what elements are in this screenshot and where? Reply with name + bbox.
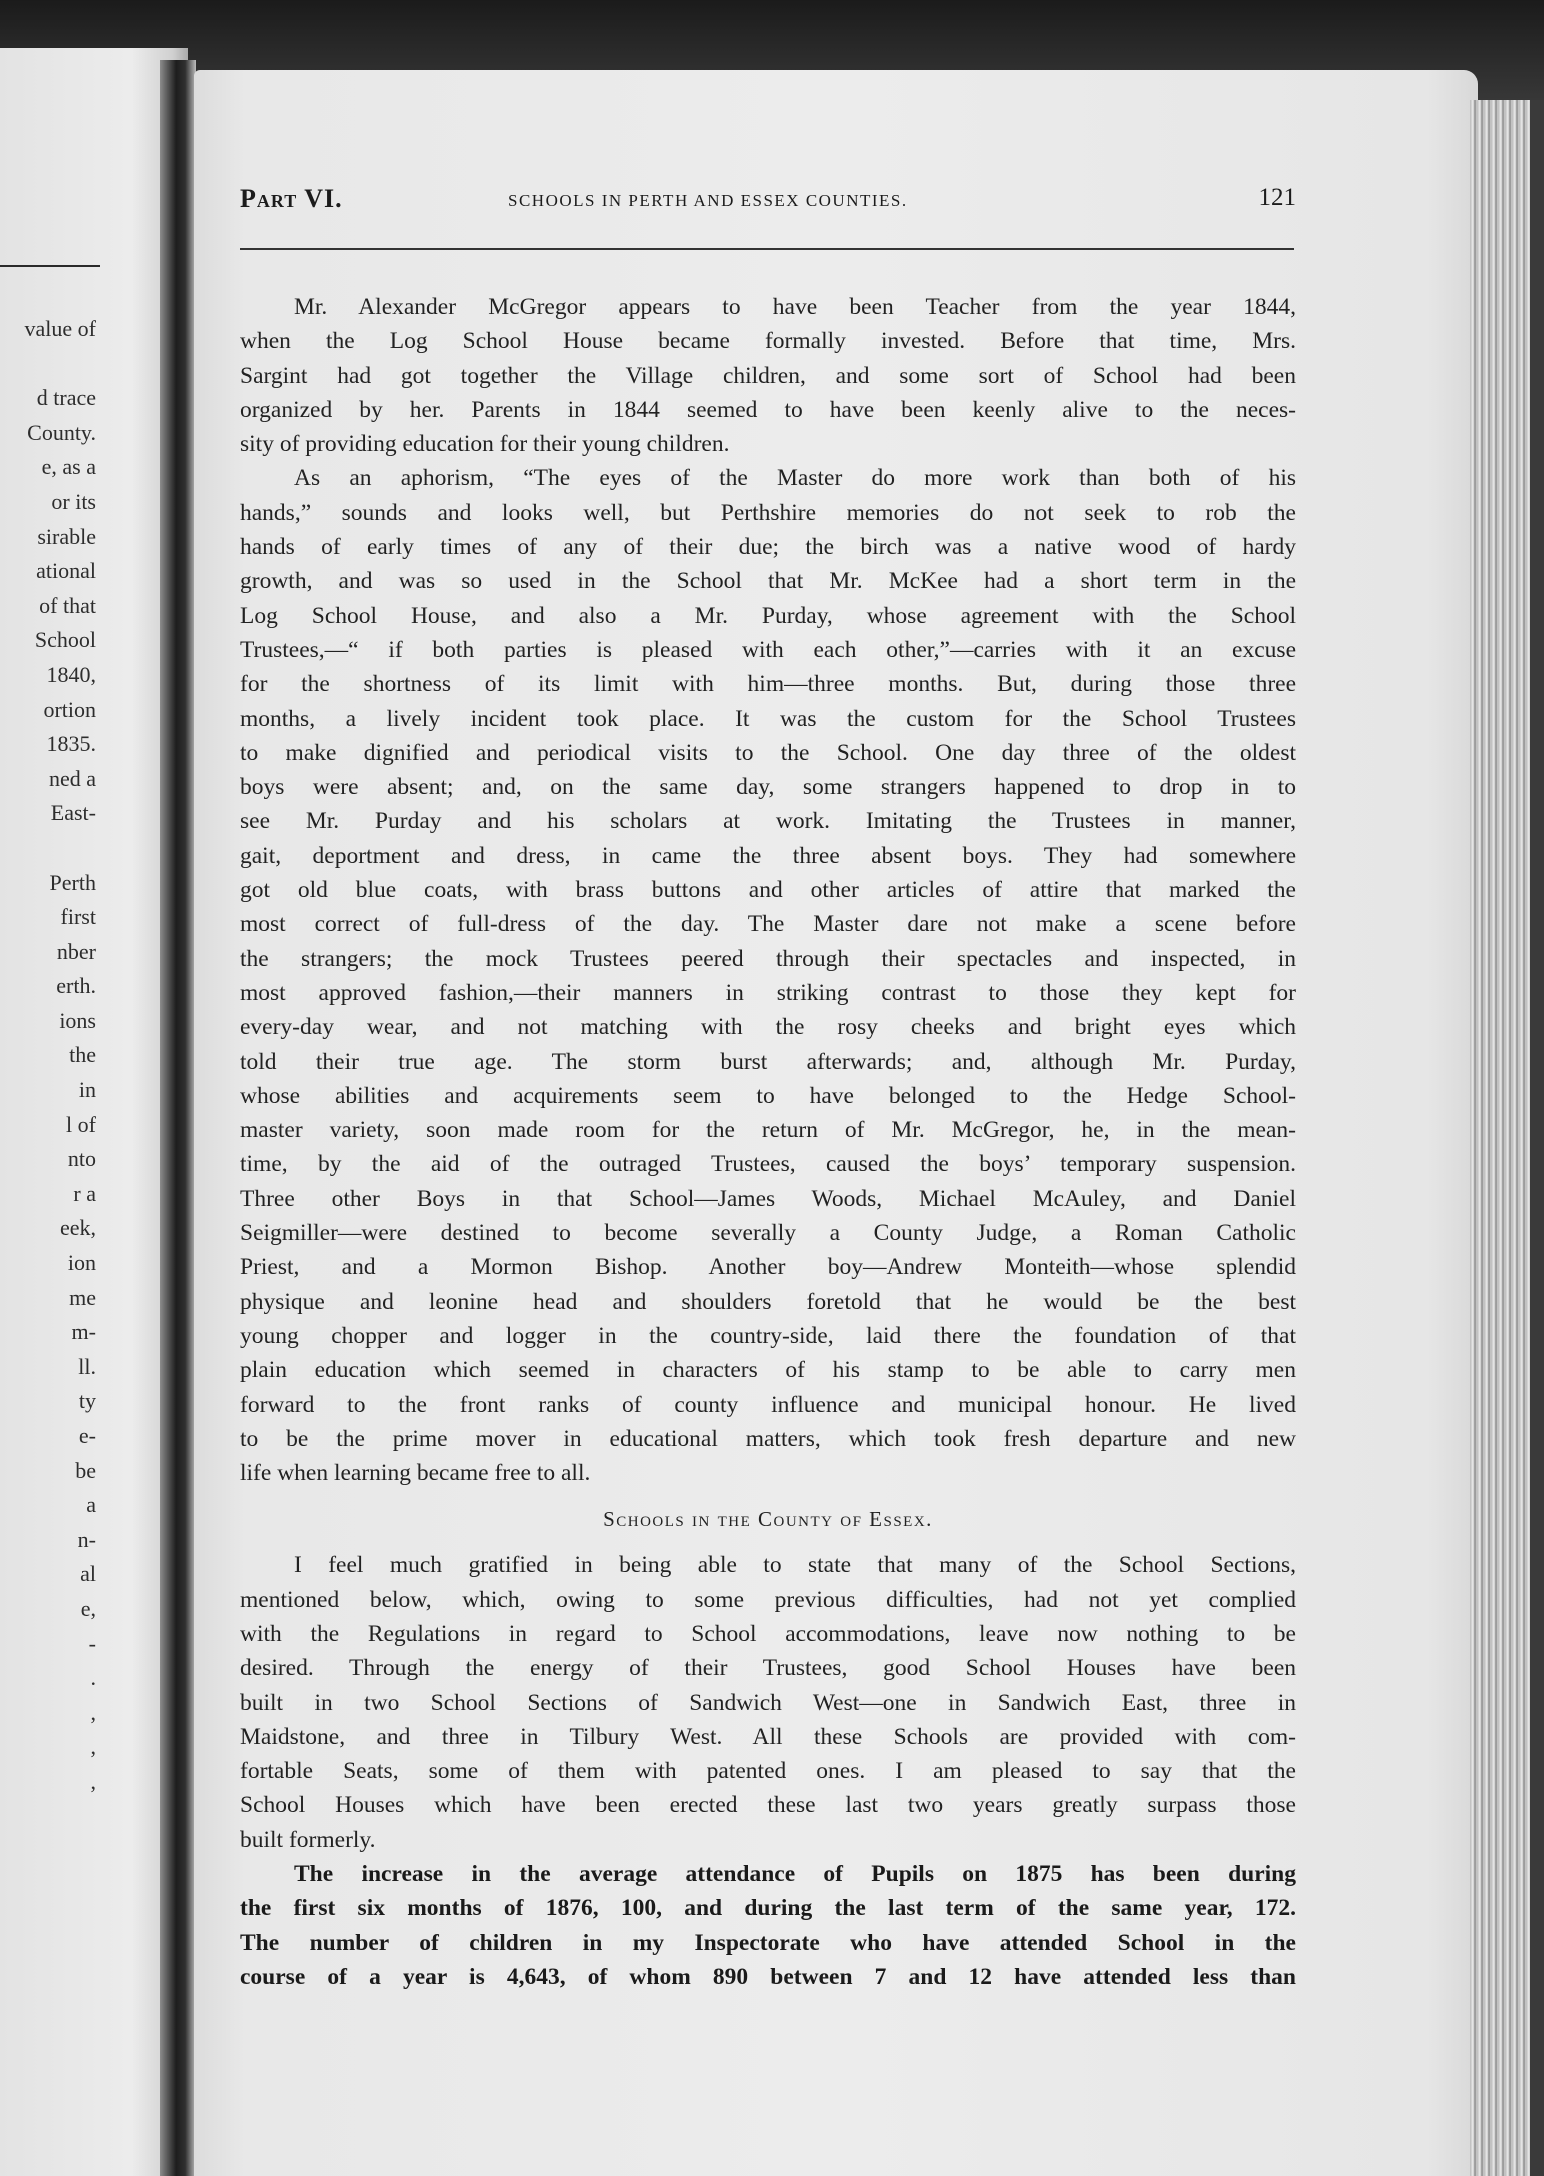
text-line: Sargint had got together the Village children, and some sort of School had been bbox=[240, 362, 1296, 389]
left-page-fragment: nto bbox=[67, 1146, 96, 1172]
paragraph-mcgregor bbox=[240, 290, 1296, 461]
left-page-fragment: e- bbox=[78, 1423, 96, 1448]
left-page-fragment: . bbox=[90, 1665, 96, 1691]
text-line: I feel much gratified in being able to state that many of the School Sections, bbox=[294, 1552, 1296, 1579]
text-line: told their true age. The storm burst afterwards; and, although Mr. Purday, bbox=[240, 1048, 1296, 1075]
text-line: young chopper and logger in the country-side, laid there the foundation of that bbox=[240, 1322, 1296, 1349]
left-page-fragment: ned a bbox=[48, 765, 96, 791]
text-line: life when learning became free to all. bbox=[240, 1460, 591, 1487]
paragraph-attendance bbox=[240, 1857, 1296, 1994]
section-heading-essex: Schools in the County of Essex. bbox=[603, 1507, 933, 1532]
running-head bbox=[240, 184, 1296, 224]
left-page-text-fragments bbox=[0, 312, 96, 1800]
left-page-fragment: eek, bbox=[59, 1215, 96, 1241]
left-page-fragment: d trace bbox=[36, 385, 96, 411]
page-number: 121 bbox=[1258, 184, 1296, 211]
text-line: Trustees,—“ if both parties is pleased with each other,”—carries with it an excuse bbox=[240, 636, 1296, 663]
left-page-fragment: ion bbox=[67, 1250, 96, 1276]
left-page-fragment: n- bbox=[77, 1526, 96, 1552]
text-line: whose abilities and acquirements seem to have belonged to the Hedge School- bbox=[240, 1082, 1296, 1109]
text-line: gait, deportment and dress, in came the three absent boys. They had somewhere bbox=[240, 842, 1296, 869]
text-line: sity of providing education for their young children. bbox=[240, 431, 730, 458]
left-page-fragment: ortion bbox=[43, 696, 96, 722]
text-line: most approved fashion,—their manners in striking contrast to those they kept for bbox=[240, 979, 1296, 1006]
text-line: hands of early times of any of their due; the birch was a native wood of hardy bbox=[240, 534, 1296, 561]
text-line: hands,” sounds and looks well, but Perthshire memories do not seek to rob the bbox=[240, 499, 1296, 526]
text-line: course of a year is 4,643, of whom 890 between 7 and 12 have attended less than bbox=[240, 1963, 1296, 1990]
left-page-fragment: in bbox=[78, 1077, 96, 1103]
text-line: physique and leonine head and shoulders foretold that he would be the best bbox=[240, 1288, 1296, 1315]
text-line: Priest, and a Mormon Bishop. Another boy—Andrew Monteith—whose splendid bbox=[240, 1254, 1296, 1281]
text-line: boys were absent; and, on the same day, some strangers happened to drop in to bbox=[240, 774, 1296, 801]
text-line: The number of children in my Inspectorate who have attended School in the bbox=[240, 1929, 1296, 1956]
left-page-fragment bbox=[0, 347, 96, 382]
text-line: organized by her. Parents in 1844 seemed to have been keenly alive to the neces- bbox=[240, 396, 1296, 423]
left-page-fragment: e, bbox=[80, 1595, 96, 1621]
text-line: desired. Through the energy of their Trustees, good School Houses have been bbox=[240, 1655, 1296, 1682]
left-page-fragment: a bbox=[86, 1492, 96, 1518]
text-line: every-day wear, and not matching with the rosy cheeks and bright eyes which bbox=[240, 1014, 1296, 1041]
text-line: As an aphorism, “The eyes of the Master do more work than both of his bbox=[294, 465, 1296, 492]
text-line: growth, and was so used in the School that Mr. McKee had a short term in the bbox=[240, 568, 1296, 595]
left-page-fragment: first bbox=[60, 904, 96, 930]
paragraph-essex-school-houses bbox=[240, 1548, 1296, 1857]
text-line: School Houses which have been erected these last two years greatly surpass those bbox=[240, 1792, 1296, 1819]
left-page-fragment: School bbox=[34, 627, 96, 653]
paragraph-aphorism bbox=[240, 461, 1296, 1490]
header-rule bbox=[240, 248, 1294, 250]
left-page-fragment: value of bbox=[24, 316, 96, 341]
left-page-fragment: erth. bbox=[56, 973, 96, 999]
left-page-fragment: nber bbox=[56, 938, 96, 964]
left-page-fragment: East- bbox=[50, 800, 96, 826]
left-page-fragment: 1835. bbox=[46, 731, 96, 757]
text-line: most correct of full-dress of the day. The Master dare not make a scene before bbox=[240, 911, 1296, 938]
book-edge-shadow bbox=[1530, 100, 1544, 2176]
left-page-fragment: m- bbox=[71, 1319, 96, 1345]
left-page-fragment: be bbox=[75, 1457, 96, 1483]
text-line: to make dignified and periodical visits to the School. One day three of the oldest bbox=[240, 739, 1296, 766]
left-page-fragment: e, as a bbox=[41, 454, 96, 480]
text-line: when the Log School House became formally invested. Before that time, Mrs. bbox=[240, 328, 1296, 355]
text-line: master variety, soon made room for the return of Mr. McGregor, he, in the mean- bbox=[240, 1117, 1296, 1144]
left-page-rule bbox=[0, 265, 100, 267]
left-page-fragment: me bbox=[69, 1284, 96, 1310]
text-line: Mr. Alexander McGregor appears to have been Teacher from the year 1844, bbox=[294, 294, 1296, 320]
text-line: with the Regulations in regard to School accommodations, leave now nothing to be bbox=[240, 1620, 1296, 1647]
text-line: built in two School Sections of Sandwich West—one in Sandwich East, three in bbox=[240, 1689, 1296, 1716]
text-line: forward to the front ranks of county influence and municipal honour. He lived bbox=[240, 1391, 1296, 1418]
text-line: fortable Seats, some of them with patented ones. I am pleased to say that the bbox=[240, 1758, 1296, 1785]
left-page-fragment: ions bbox=[59, 1007, 96, 1033]
text-line: mentioned below, which, owing to some previous difficulties, had not yet complied bbox=[240, 1586, 1296, 1613]
text-line: see Mr. Purday and his scholars at work. Imitating the Trustees in manner, bbox=[240, 808, 1296, 835]
text-line: built formerly. bbox=[240, 1826, 376, 1853]
body-text bbox=[240, 290, 1296, 1994]
text-line: months, a lively incident took place. It was the custom for the School Trustees bbox=[240, 705, 1296, 732]
left-page-fragment: r a bbox=[73, 1180, 96, 1206]
text-line: the first six months of 1876, 100, and during the last term of the same year, 172. bbox=[240, 1895, 1296, 1922]
text-line: plain education which seemed in characters of his stamp to be able to carry men bbox=[240, 1357, 1296, 1384]
running-title: SCHOOLS IN PERTH AND ESSEX COUNTIES. bbox=[508, 191, 908, 210]
text-line: the strangers; the mock Trustees peered through their spectacles and inspected, in bbox=[240, 945, 1296, 972]
left-page-fragment: - bbox=[88, 1630, 96, 1656]
text-line: The increase in the average attendance of Pupils on 1875 has been during bbox=[294, 1861, 1296, 1888]
book-gutter bbox=[160, 60, 196, 2176]
left-page-fragment: l of bbox=[66, 1111, 96, 1137]
left-page-fragment: al bbox=[80, 1561, 96, 1587]
left-page-fragment: Perth bbox=[49, 869, 96, 895]
left-page-fragment: sirable bbox=[37, 523, 96, 549]
left-page-fragment: County. bbox=[27, 419, 96, 445]
left-page-fragment bbox=[0, 831, 96, 866]
left-page-fragment: , bbox=[90, 1699, 96, 1725]
text-line: Maidstone, and three in Tilbury West. All these Schools are provided with com- bbox=[240, 1723, 1296, 1750]
left-page-fragment: ational bbox=[36, 558, 96, 584]
left-page-fragment: , bbox=[90, 1768, 96, 1794]
left-page-fragment: the bbox=[69, 1042, 96, 1068]
text-line: got old blue coats, with brass buttons and other articles of attire that marked the bbox=[240, 877, 1296, 904]
left-page-fragment: or its bbox=[51, 488, 96, 514]
text-line: time, by the aid of the outraged Trustees, caused the boys’ temporary suspension. bbox=[240, 1151, 1296, 1178]
text-line: Three other Boys in that School—James Woods, Michael McAuley, and Daniel bbox=[240, 1185, 1296, 1212]
text-line: Log School House, and also a Mr. Purday, whose agreement with the School bbox=[240, 602, 1296, 629]
left-page-fragment: , bbox=[90, 1734, 96, 1760]
text-line: for the shortness of its limit with him—three months. But, during those three bbox=[240, 671, 1296, 698]
left-page-fragment: 1840, bbox=[46, 661, 96, 687]
text-line: to be the prime mover in educational matters, which took fresh departure and new bbox=[240, 1425, 1296, 1452]
part-label: Part VI. bbox=[240, 184, 343, 213]
left-page-fragment: ll. bbox=[78, 1353, 96, 1379]
left-page-fragment: ty bbox=[78, 1388, 96, 1414]
left-page-fragment: of that bbox=[39, 592, 96, 618]
text-line: Seigmiller—were destined to become severally a County Judge, a Roman Catholic bbox=[240, 1220, 1296, 1247]
